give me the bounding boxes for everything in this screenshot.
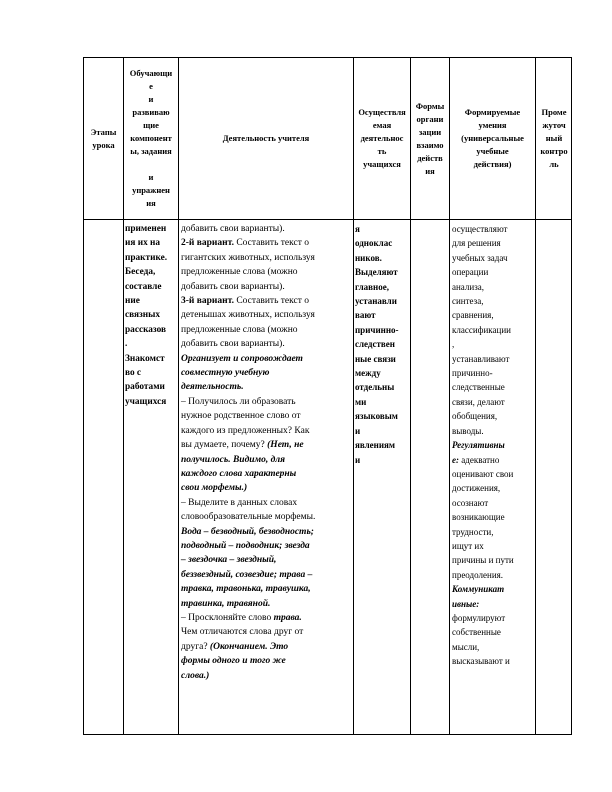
text-segment: 2-й вариант.	[181, 238, 234, 249]
text-segment: работами	[125, 382, 165, 393]
text-segment: каждого слова характерны	[181, 468, 297, 479]
text-segment: и	[355, 454, 361, 465]
text-line	[452, 438, 514, 452]
text-line	[181, 582, 315, 596]
text-segment: обобщения,	[452, 411, 498, 422]
text-segment: явлениям	[355, 440, 396, 451]
header-line: Проме	[541, 107, 567, 117]
text-segment: устанавливают	[452, 353, 510, 364]
text-line	[125, 236, 167, 250]
text-line	[452, 640, 514, 654]
text-line	[452, 337, 514, 351]
text-segment: сравнения,	[452, 310, 494, 321]
text-segment: друга?	[181, 641, 210, 652]
text-line	[452, 294, 514, 308]
header-line: (универсальные	[461, 133, 524, 143]
text-line	[355, 337, 399, 351]
text-segment: высказывают и	[452, 656, 510, 667]
text-line	[181, 481, 315, 495]
text-segment: травинка, травяной.	[181, 598, 271, 609]
text-line	[452, 539, 514, 553]
text-segment: Вода – безводный, безводность;	[181, 526, 314, 537]
text-segment: языковым	[355, 411, 398, 422]
text-line	[125, 395, 167, 409]
text-line	[355, 352, 399, 366]
text-line	[181, 380, 315, 394]
text-line	[452, 308, 514, 322]
text-segment: ников.	[355, 252, 382, 263]
text-segment: гигантских животных, используя	[181, 252, 315, 263]
text-segment: синтеза,	[452, 296, 484, 307]
text-segment: 3-й вариант.	[181, 296, 234, 307]
text-line	[181, 337, 315, 351]
text-line	[181, 280, 315, 294]
text-line	[452, 380, 514, 394]
text-segment: мысли,	[452, 641, 480, 652]
text-segment: анализа,	[452, 281, 484, 292]
text-segment: достижения,	[452, 483, 501, 494]
text-segment: следствен	[355, 339, 395, 350]
text-segment: ищут их	[452, 540, 484, 551]
text-line	[452, 323, 514, 337]
text-line	[452, 568, 514, 582]
text-line	[355, 366, 399, 380]
text-segment: вают	[355, 310, 376, 321]
header-line: действ	[417, 152, 443, 163]
text-segment: Организует и сопровождает	[181, 353, 303, 364]
text-line	[181, 611, 315, 625]
text-line	[125, 337, 167, 351]
text-line	[355, 265, 399, 279]
text-segment: я	[355, 224, 360, 234]
text-line	[125, 323, 167, 337]
text-segment: между	[355, 368, 381, 379]
header-divider	[84, 219, 571, 220]
text-segment: совместную учебную	[181, 368, 270, 379]
header-line: Деятельность учителя	[222, 133, 310, 143]
text-line	[355, 453, 399, 467]
text-line	[181, 352, 315, 366]
text-segment: предложенные слова (можно	[181, 267, 298, 278]
text-line	[181, 597, 315, 611]
header-line: Осуществля	[358, 107, 406, 117]
lesson-plan-table	[83, 57, 572, 735]
text-segment: – Просклоняйте слово	[181, 612, 274, 623]
header-line: Формируемые	[464, 107, 521, 117]
header-stages	[84, 58, 123, 219]
text-segment: ные связи	[355, 353, 396, 364]
text-line	[181, 222, 315, 236]
text-line	[181, 323, 315, 337]
text-line	[125, 265, 167, 279]
text-segment: связных	[125, 310, 161, 321]
text-segment: (Окончанием. Это	[209, 641, 289, 652]
text-segment: трава.	[273, 612, 302, 623]
text-segment: ние	[125, 296, 140, 307]
text-line	[452, 453, 514, 467]
text-line	[452, 265, 514, 279]
text-line	[181, 395, 315, 409]
text-segment: и	[355, 425, 361, 436]
text-line	[452, 582, 514, 596]
header-line: щие	[143, 120, 159, 130]
text-segment: во с	[125, 368, 142, 379]
header-line: деятельнос	[360, 133, 404, 143]
text-line	[355, 236, 399, 250]
text-line	[452, 496, 514, 510]
text-segment: словообразовательные морфемы.	[181, 512, 316, 523]
header-line: зации	[418, 126, 442, 137]
text-segment: устанавли	[355, 296, 397, 307]
header-line: Формы	[415, 100, 445, 111]
header-line: жуточ	[542, 120, 566, 130]
text-line	[181, 453, 315, 467]
header-line: учебные	[476, 146, 509, 156]
text-line	[452, 366, 514, 380]
text-line	[452, 395, 514, 409]
text-segment: – Выделите в данных словах	[181, 497, 298, 508]
header-line: взаимо	[416, 139, 444, 150]
text-segment: главное,	[355, 281, 389, 292]
text-line	[181, 539, 315, 553]
text-segment: причинно-	[452, 368, 493, 379]
text-segment: учащихся	[125, 396, 167, 407]
text-line	[181, 654, 315, 668]
text-line	[181, 510, 315, 524]
text-line	[181, 265, 315, 279]
text-segment: детенышах животных, используя	[181, 310, 315, 321]
header-line: упражнен	[132, 185, 170, 195]
header-line: ия	[425, 165, 435, 176]
text-line	[125, 251, 167, 265]
header-line: емая	[372, 120, 392, 130]
text-segment: добавить свои варианты).	[181, 339, 285, 350]
text-segment: ивные:	[452, 598, 480, 609]
text-segment: е:	[452, 454, 462, 465]
text-segment: беззвездный, созвездие; трава –	[181, 569, 313, 580]
text-line	[181, 669, 315, 683]
text-line	[452, 481, 514, 495]
text-segment: одноклас	[355, 238, 393, 249]
text-segment: отдельны	[355, 382, 395, 393]
text-line	[452, 222, 514, 236]
text-line	[452, 553, 514, 567]
text-segment: добавить свои варианты).	[181, 224, 285, 234]
text-segment: .	[125, 339, 128, 350]
header-line: и	[148, 172, 154, 182]
text-segment: формы одного и того же	[181, 656, 286, 667]
text-line	[355, 380, 399, 394]
header-line: е	[149, 81, 153, 91]
text-segment: связи, делают	[452, 396, 505, 407]
text-line	[355, 409, 399, 423]
text-line	[452, 625, 514, 639]
text-segment: оценивают свои	[452, 468, 514, 479]
text-line	[452, 424, 514, 438]
text-line	[452, 510, 514, 524]
text-segment: Составить текст о	[233, 296, 310, 307]
text-segment: Регулятивны	[452, 440, 505, 451]
text-line	[452, 611, 514, 625]
header-line: Обучающи	[129, 68, 173, 78]
body-student-activity-cell	[355, 222, 399, 467]
text-line	[181, 553, 315, 567]
text-line	[452, 236, 514, 250]
text-segment: преодоления.	[452, 569, 504, 580]
text-line	[125, 222, 167, 236]
text-line	[452, 280, 514, 294]
header-line: органи	[416, 113, 444, 124]
text-line	[181, 496, 315, 510]
text-line	[181, 366, 315, 380]
header-line: умения	[478, 120, 507, 130]
text-segment: формулируют	[452, 612, 506, 623]
text-line	[452, 409, 514, 423]
text-segment: – звездочка – звездный,	[181, 555, 277, 566]
text-line	[181, 640, 315, 654]
text-segment: травка, травонька, травушка,	[181, 584, 311, 595]
text-line	[452, 525, 514, 539]
text-segment: классификации	[452, 324, 511, 335]
text-segment: практике.	[125, 252, 168, 263]
text-segment: собственные	[452, 627, 501, 638]
text-line	[452, 251, 514, 265]
text-line	[181, 251, 315, 265]
header-line: компонент	[130, 133, 172, 143]
text-segment: каждого из предложенных? Как	[181, 425, 310, 436]
header-line: учащихся	[363, 159, 401, 169]
header-line	[150, 158, 152, 171]
text-segment: слова.)	[181, 670, 210, 681]
text-segment: следственные	[452, 382, 505, 393]
text-segment: трудности,	[452, 526, 494, 537]
text-line	[355, 323, 399, 337]
text-segment: осуществляют	[452, 224, 508, 234]
text-segment: операции	[452, 267, 489, 278]
body-skills-cell	[452, 222, 514, 669]
text-line	[125, 294, 167, 308]
text-segment: составле	[125, 281, 162, 292]
text-segment: Составить текст о	[233, 238, 310, 249]
header-control	[536, 58, 572, 219]
text-line	[181, 294, 315, 308]
text-segment: для решения	[452, 238, 501, 249]
text-line	[181, 467, 315, 481]
header-line: ы, задания	[130, 146, 172, 156]
text-line	[125, 280, 167, 294]
text-segment: возникающие	[452, 512, 505, 523]
header-line: и	[148, 94, 154, 104]
text-line	[355, 294, 399, 308]
text-segment: причинно-	[355, 324, 399, 335]
text-segment: вы думаете, почему?	[181, 440, 268, 451]
text-line	[181, 438, 315, 452]
text-segment: подводный – подводник; звезда	[181, 540, 310, 551]
text-segment: получилось. Видимо, для	[181, 454, 286, 465]
text-line	[181, 409, 315, 423]
text-line	[452, 597, 514, 611]
text-line	[355, 395, 399, 409]
text-segment: нужное родственное слово от	[181, 411, 301, 422]
header-line: Этапы	[90, 126, 117, 137]
text-segment: рассказов	[125, 324, 167, 335]
text-line	[125, 352, 167, 366]
text-segment: Коммуникат	[452, 584, 505, 595]
text-segment: ми	[355, 396, 367, 407]
header-line: развиваю	[132, 107, 170, 117]
text-line	[452, 654, 514, 668]
header-line: контро	[540, 146, 568, 156]
text-segment: добавить свои варианты).	[181, 281, 285, 292]
text-line	[181, 525, 315, 539]
text-line	[181, 424, 315, 438]
text-line	[181, 308, 315, 322]
text-line	[355, 222, 399, 236]
text-segment: ,	[452, 339, 455, 350]
text-segment: применен	[125, 224, 167, 234]
body-teacher-activity-cell	[181, 222, 315, 683]
text-segment: Знакомст	[125, 353, 165, 364]
text-line	[181, 625, 315, 639]
text-segment: Чем отличаются слова друг от	[181, 627, 304, 638]
text-line	[355, 308, 399, 322]
header-teacher-activity	[179, 58, 353, 219]
text-segment: ия их на	[125, 238, 161, 249]
header-line: ль	[549, 159, 559, 169]
header-line: урока	[92, 139, 115, 150]
header-line: ть	[377, 146, 387, 156]
header-line: действия)	[473, 159, 512, 169]
text-line	[355, 280, 399, 294]
text-segment: – Получилось ли образовать	[181, 396, 296, 407]
text-segment: выводы.	[452, 425, 484, 436]
body-components-cell	[125, 222, 167, 409]
text-segment: деятельность.	[181, 382, 244, 393]
text-segment: Беседа,	[125, 267, 156, 278]
text-segment: адекватно	[461, 454, 500, 465]
text-segment: учебных задач	[452, 252, 508, 263]
text-line	[181, 236, 315, 250]
text-line	[355, 251, 399, 265]
text-line	[452, 467, 514, 481]
text-segment: причины и пути	[452, 555, 514, 566]
text-line	[355, 438, 399, 452]
text-segment: Выделяют	[355, 267, 398, 278]
header-line: ия	[146, 198, 156, 208]
text-segment: свои морфемы.)	[181, 483, 248, 494]
text-segment: (Нет, не	[267, 440, 304, 451]
text-line	[355, 424, 399, 438]
text-segment: предложенные слова (можно	[181, 324, 298, 335]
text-line	[452, 352, 514, 366]
text-segment: осознают	[452, 497, 489, 508]
header-skills	[450, 58, 535, 219]
text-line	[125, 308, 167, 322]
header-interaction-forms	[411, 58, 449, 219]
header-components	[124, 58, 178, 219]
text-line	[125, 366, 167, 380]
header-line: ный	[545, 133, 563, 143]
text-line	[181, 568, 315, 582]
header-student-activity	[354, 58, 410, 219]
text-line	[125, 380, 167, 394]
